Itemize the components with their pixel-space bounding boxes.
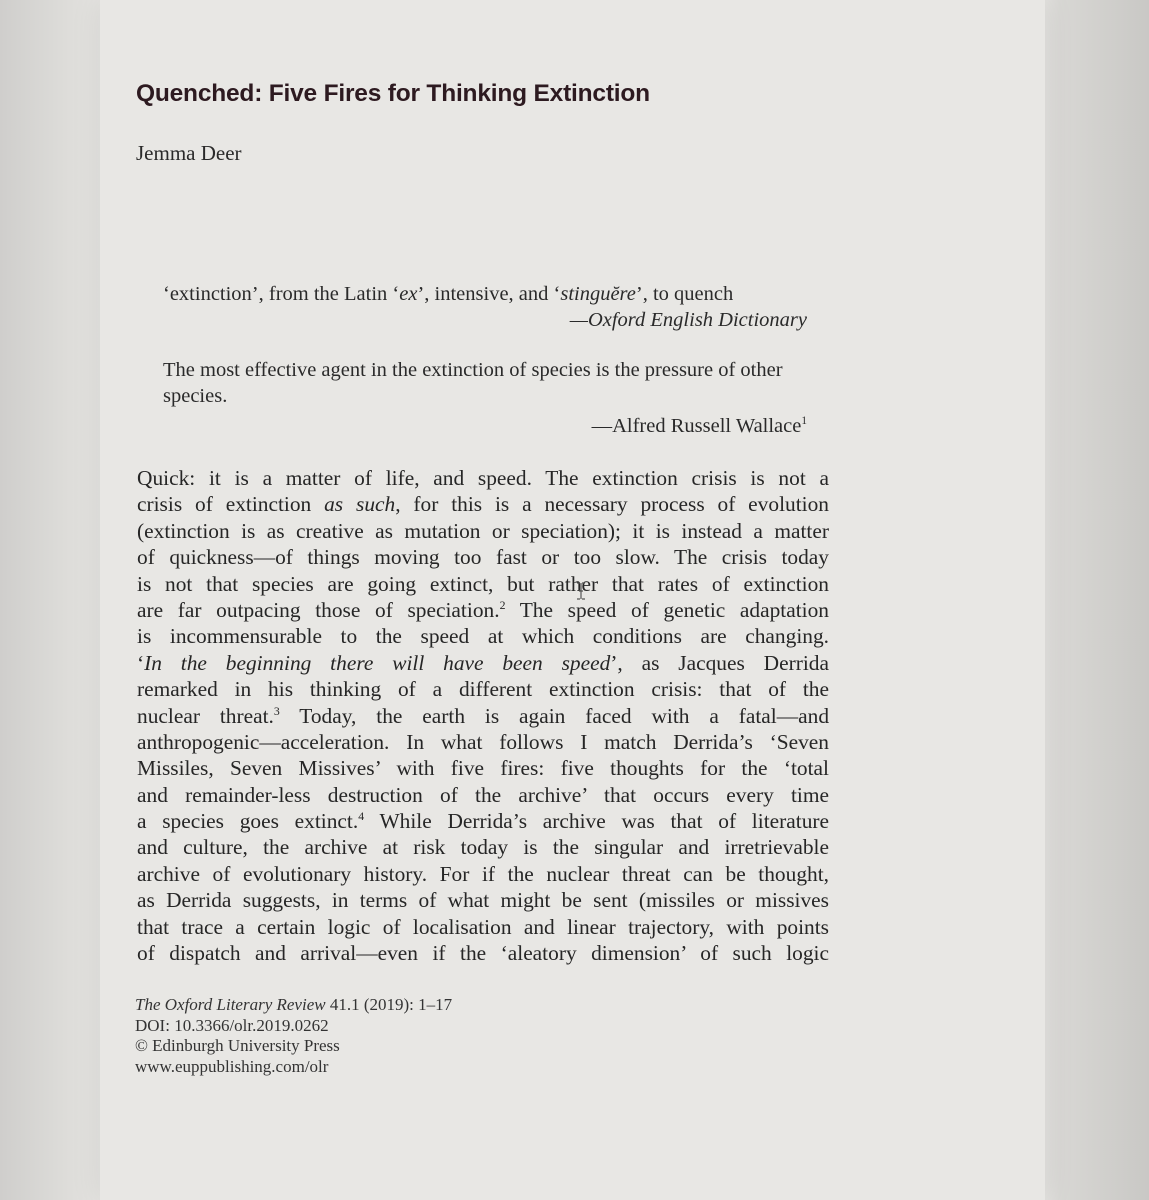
journal-url[interactable]: www.euppublishing.com/olr [135,1056,329,1076]
body-line: archive of evolutionary history. For if the nuclear threat can be thought, [137,861,829,886]
article-body [137,465,829,966]
epigraph-oed [163,281,807,333]
body-line: is incommensurable to the speed at which conditions are changing. [137,624,829,649]
epigraph-wallace [163,357,807,439]
body-line: a species goes extinct.$^4$ While Derrida’s archive was that of literature [137,809,830,834]
body-line: ‘In the beginning there will have been speed’, as Jacques Derrida [137,650,829,675]
body-line: remarked in his thinking of a different extinction crisis: that of the [137,677,829,702]
epigraph-attribution: —Alfred Russell Wallace$^1$ [591,415,807,437]
body-line: of dispatch and arrival—even if the ‘aleatory dimension’ of such logic [137,941,829,966]
publisher: © Edinburgh University Press [135,1036,340,1055]
footnote-marker: 1 [801,415,807,428]
epigraph-text: The most effective agent in the extinction of species is the pressure of other species. [163,359,783,407]
body-line: are far outpacing those of speciation.$^2$ The speed of genetic adaptation [137,597,830,622]
body-line: and remainder-less destruction of the archive’ that occurs every time [137,782,829,807]
body-line: crisis of extinction as such, for this is a necessary process of evolution [137,492,829,517]
body-line: of quickness—of things moving too fast or too slow. The crisis today [137,545,829,570]
body-line: and culture, the archive at risk today is the singular and irretrievable [137,835,829,860]
text-cursor-icon [576,582,586,600]
body-line: anthropogenic—acceleration. In what follows I match Derrida’s ‘Seven [137,729,829,754]
epigraph-text: ‘extinction’, from the Latin ‘ex’, intensive, and ‘stinguĕre’, to quench [163,283,734,305]
body-line: (extinction is as creative as mutation or speciation); it is instead a matter [137,518,829,543]
epigraph-attribution: —Oxford English Dictionary [569,309,807,331]
citation-footer [135,995,452,1077]
body-line: that trace a certain logic of localisation and linear trajectory, with points [137,914,829,939]
article-author: Jemma Deer [136,141,242,165]
body-line: Quick: it is a matter of life, and speed. The extinction crisis is not a [137,466,829,490]
doi: DOI: 10.3366/olr.2019.0262 [135,1015,329,1035]
body-line: is not that species are going extinct, but rather that rates of extinction [137,571,829,596]
body-line: as Derrida suggests, in terms of what might be sent (missiles or missives [137,888,829,913]
body-line: Missiles, Seven Missives’ with five fires: five thoughts for the ‘total [137,756,829,781]
journal-citation: The Oxford Literary Review 41.1 (2019): 1–17 [135,995,453,1014]
article-title: Quenched: Five Fires for Thinking Extinction [136,80,650,107]
body-line: nuclear threat.$^3$ Today, the earth is again faced with a fatal—and [137,703,830,728]
